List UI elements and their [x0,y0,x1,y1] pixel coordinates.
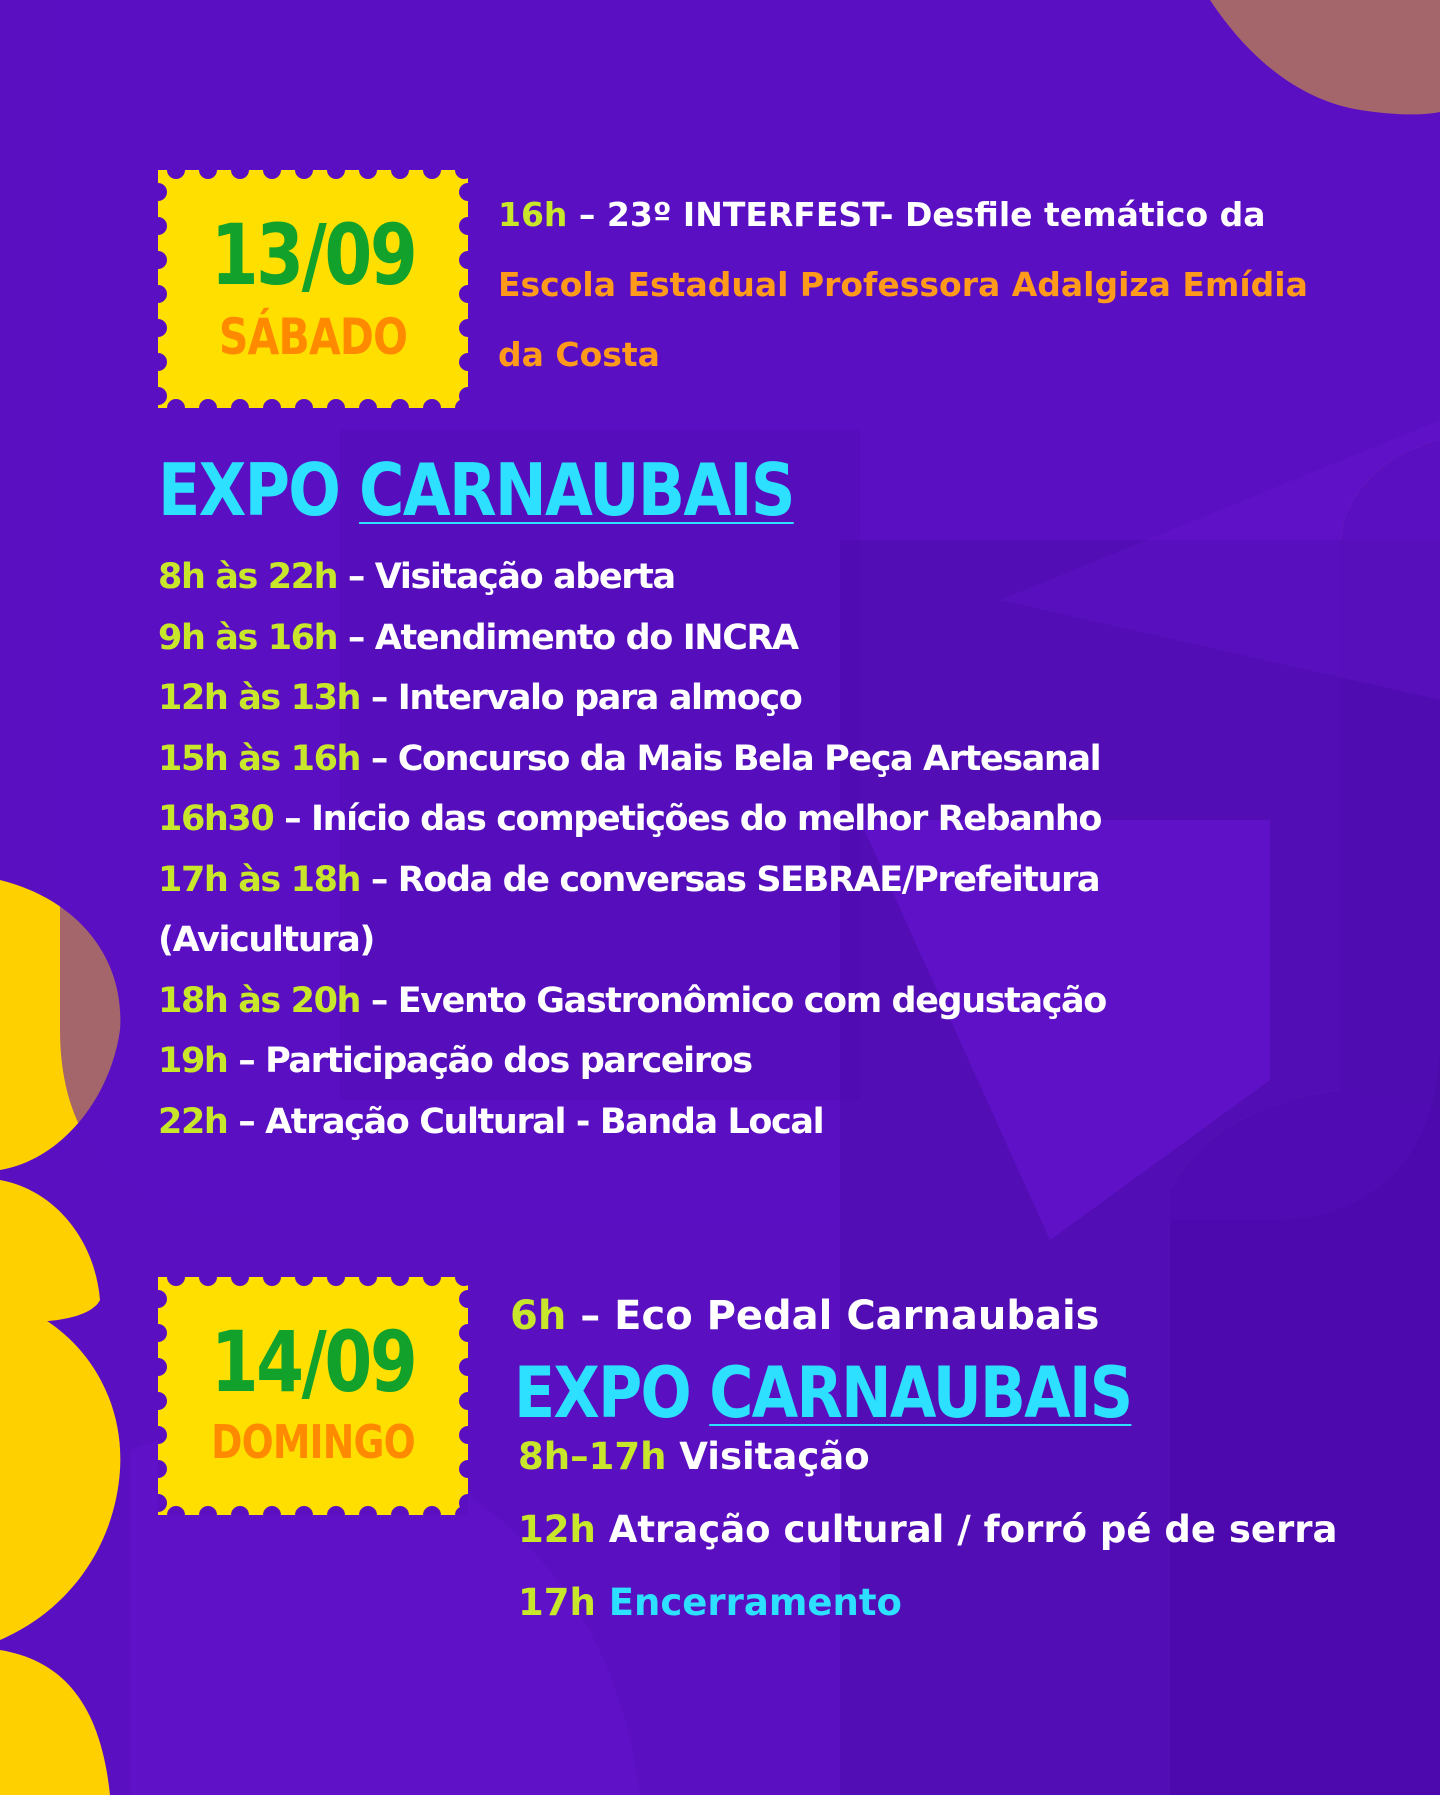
schedule-text: Atração cultural / forró pé de serra [595,1508,1338,1551]
intro-school-line-1: Escola Estadual Professora Adalgiza Emídia [498,265,1308,304]
schedule-text: – Início das competições do melhor Rebanho [273,799,1102,839]
schedule-row [518,1493,1337,1566]
intro-time: 6h [510,1293,567,1339]
saturday-schedule [158,547,1106,1152]
schedule-row [518,1566,1337,1639]
schedule-row [518,1420,1337,1493]
saturday-intro [498,180,1308,390]
schedule-time: 19h [158,1041,228,1081]
expo-title-word-1: EXPO [514,1352,690,1434]
schedule-row [158,1031,1106,1092]
schedule-time: 12h às 13h [158,678,361,718]
schedule-text: Encerramento [595,1581,902,1624]
schedule-row [158,547,1106,608]
schedule-text: – Atendimento do INCRA [337,617,798,658]
sunday-intro [510,1281,1099,1351]
sunday-schedule [518,1420,1337,1639]
schedule-time: 9h às 16h [158,617,338,658]
schedule-text: – Roda de conversas SEBRAE/Prefeitura [360,859,1100,900]
schedule-time: 16h30 [158,799,274,839]
stamp-weekday: SÁBADO [218,308,408,366]
expo-title-word-2: CARNAUBAIS [359,448,794,532]
schedule-time: 8h–17h [518,1435,667,1478]
date-stamp-saturday [158,170,468,408]
schedule-row [158,668,1106,729]
intro-text: – Eco Pedal Carnaubais [566,1293,1100,1339]
schedule-text: – Atração Cultural - Banda Local [227,1101,824,1142]
schedule-row [158,910,1106,971]
schedule-time: 12h [518,1508,596,1551]
schedule-time: 18h às 20h [158,980,361,1021]
intro-text: – 23º INTERFEST- Desfile temático da [567,195,1266,234]
intro-time: 16h [498,195,568,234]
stamp-date: 13/09 [210,206,416,304]
schedule-row [158,789,1106,850]
schedule-text: (Avicultura) [158,920,375,960]
schedule-text: – Evento Gastronômico com degustação [360,980,1106,1021]
schedule-row [158,729,1106,790]
intro-school-line-2: da Costa [498,335,660,374]
schedule-row [158,850,1106,911]
schedule-time: 8h às 22h [158,557,338,597]
schedule-row [158,971,1106,1032]
schedule-row [158,608,1106,669]
schedule-time: 15h às 16h [158,738,361,779]
schedule-time: 17h às 18h [158,859,361,900]
date-stamp-sunday [158,1277,468,1515]
schedule-text: – Participação dos parceiros [227,1041,752,1081]
expo-title-word-1: EXPO [158,448,340,532]
stamp-date: 14/09 [210,1313,416,1411]
schedule-time: 22h [158,1101,228,1142]
expo-title-saturday [158,448,794,532]
intro-line-1 [498,180,1308,250]
schedule-text: Visitação [666,1435,870,1478]
schedule-row [158,1092,1106,1153]
schedule-text: – Concurso da Mais Bela Peça Artesanal [360,738,1101,779]
stamp-weekday: DOMINGO [211,1415,415,1469]
schedule-text: – Visitação aberta [337,557,675,597]
schedule-time: 17h [518,1581,596,1624]
expo-title-word-2: CARNAUBAIS [709,1352,1132,1434]
schedule-text: – Intervalo para almoço [360,678,802,718]
